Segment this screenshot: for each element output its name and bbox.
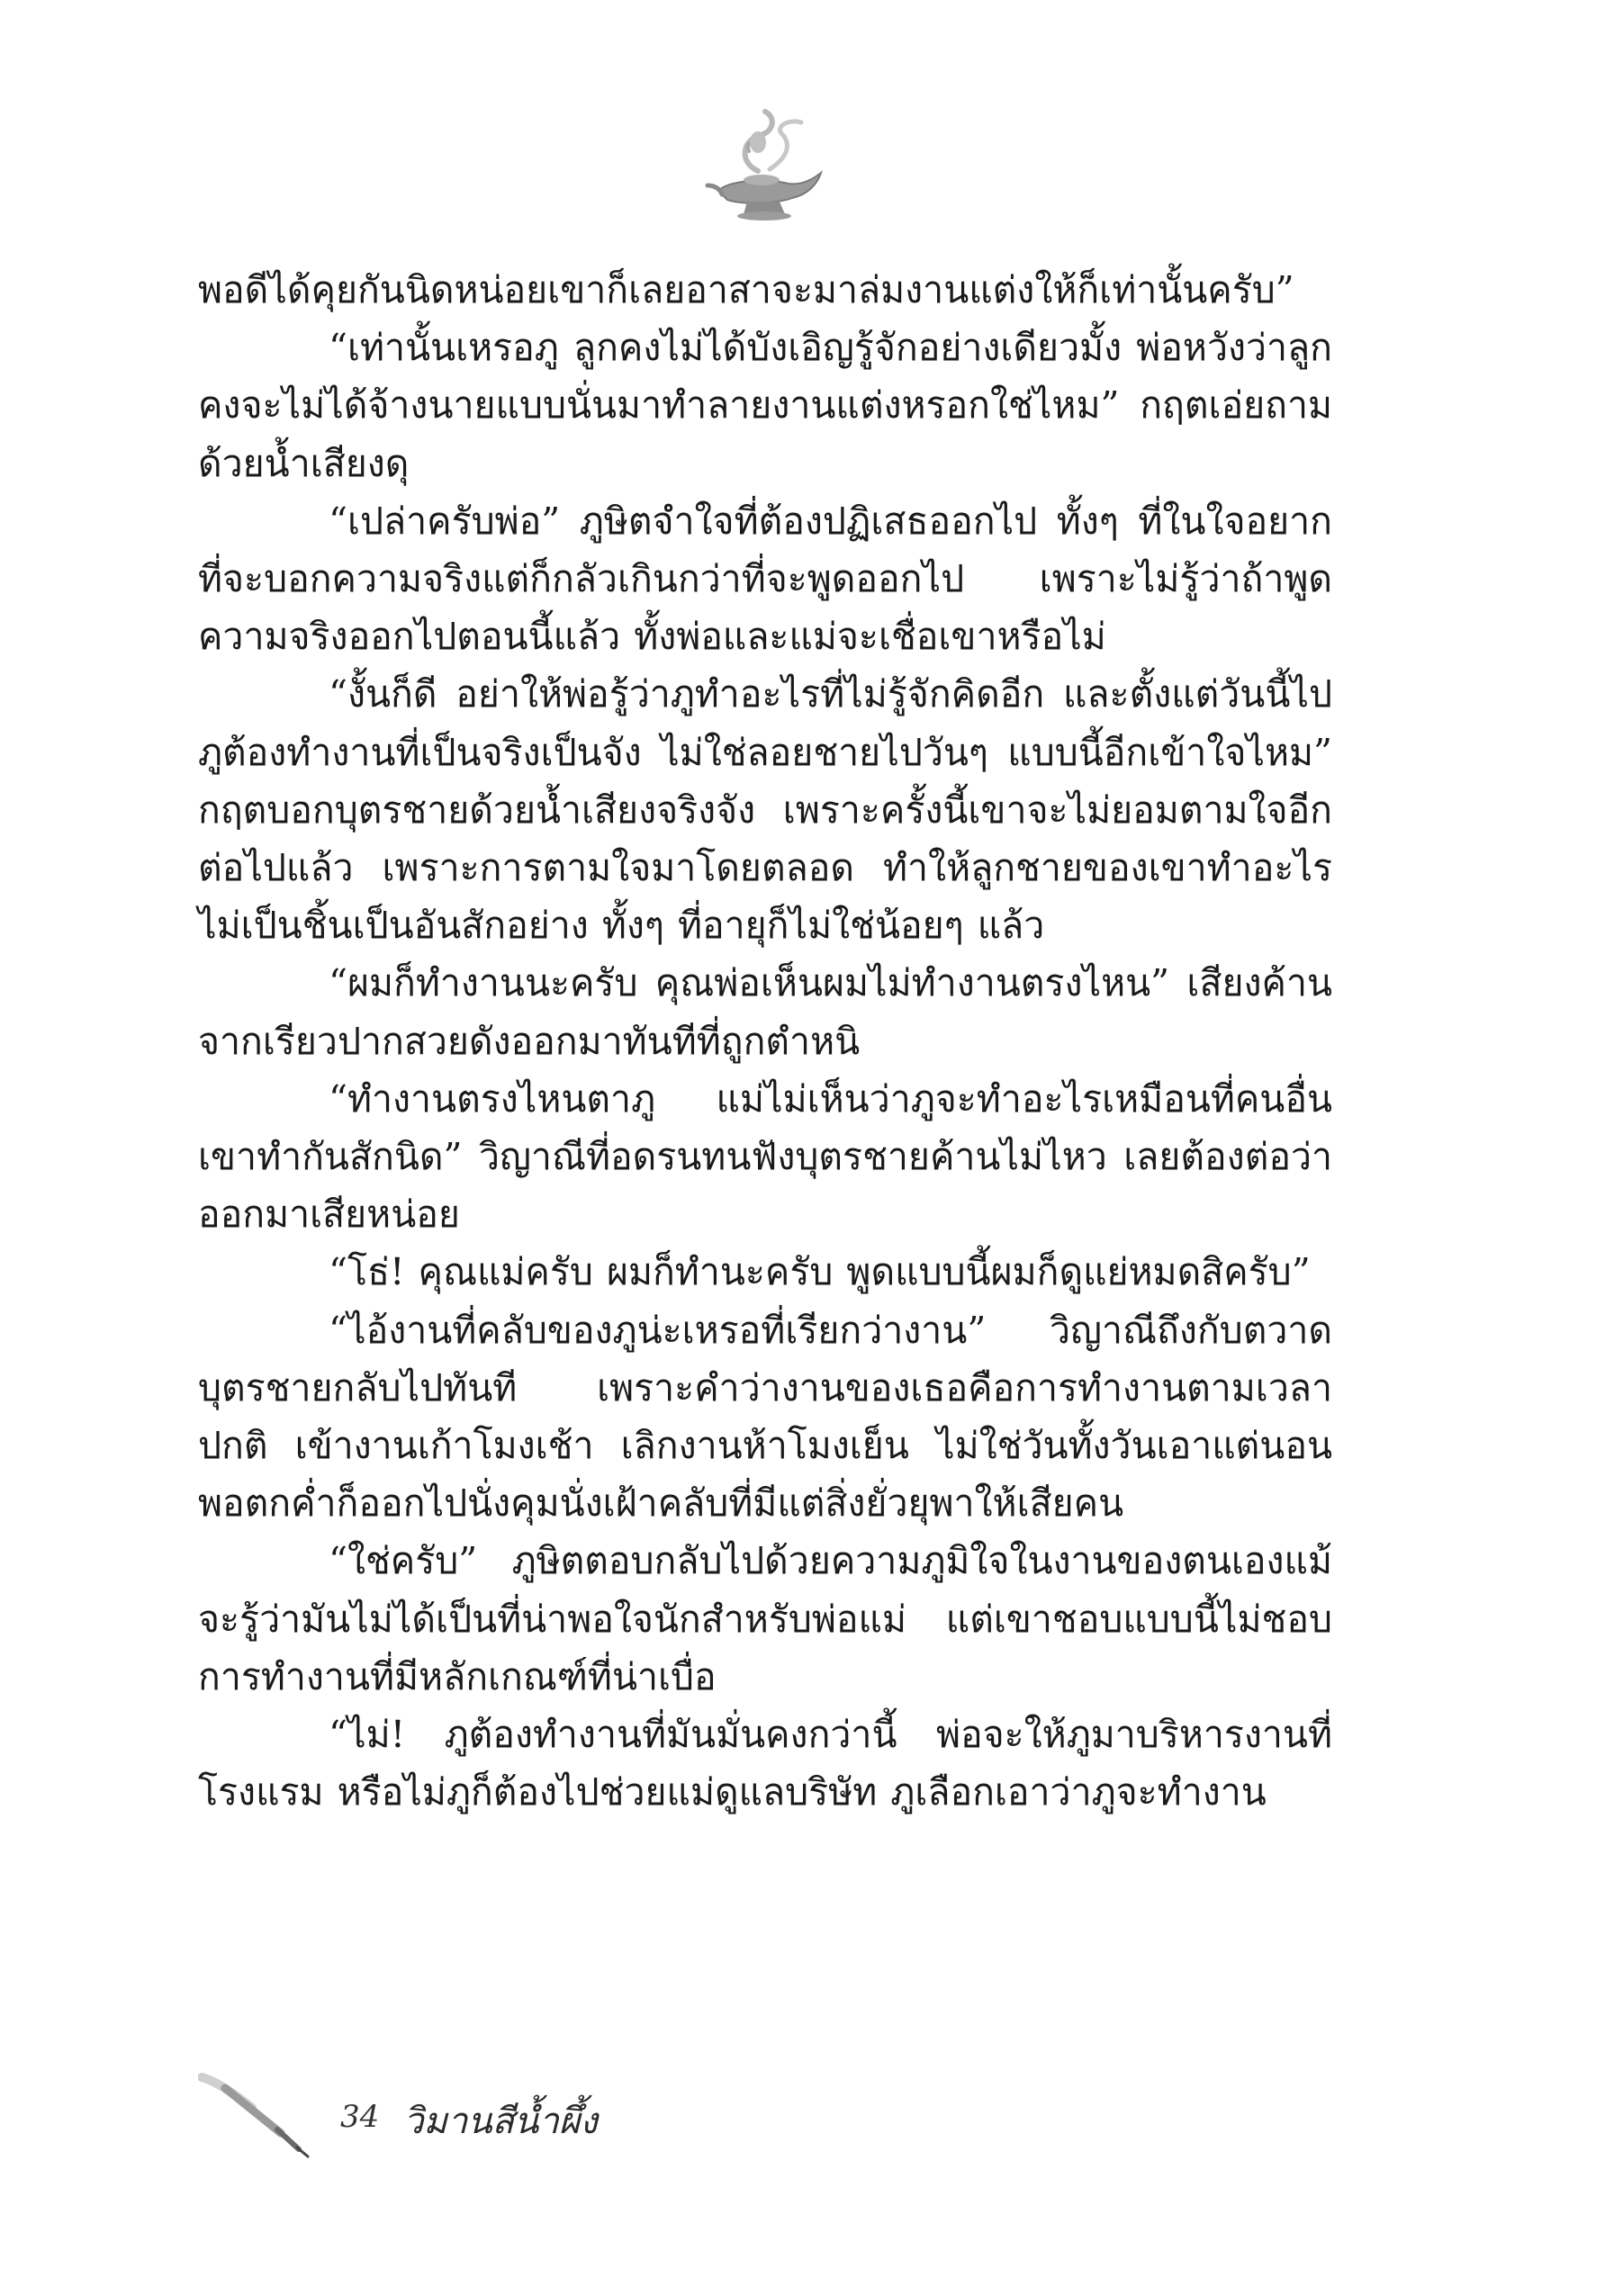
genie-lamp-icon bbox=[702, 108, 828, 225]
paragraph: “ทำงานตรงไหนตาภู แม่ไม่เห็นว่าภูจะทำอะไรเหมือนที่คนอื่นเขาทำกันสักนิด” วิญาณีที่อดรนทนฟังบุตรชายค้านไม่ไหว เลยต้องต่อว่าออกมาเสียหน่อย bbox=[198, 1076, 1332, 1237]
paragraph: “ไม่! ภูต้องทำงานที่มันมั่นคงกว่านี้ พ่อจะให้ภูมาบริหารงานที่โรงแรม หรือไม่ภูก็ต้องไปช่วยแม่ดูแลบริษัท ภูเลือกเอาว่าภูจะทำงาน bbox=[198, 1713, 1332, 1814]
paragraph: พอดีได้คุยกันนิดหน่อยเขาก็เลยอาสาจะมาล่มงานแต่งให้ก็เท่านั้นครับ” bbox=[198, 268, 1294, 311]
paragraph: “เปล่าครับพ่อ” ภูษิตจำใจที่ต้องปฏิเสธออกไป ทั้งๆ ที่ในใจอยากที่จะบอกความจริงแต่ก็กลัวเกินกว่าที่จะพูดออกไป เพราะไม่รู้ว่าถ้าพูดความจริงออกไปตอนนี้แล้ว ทั้งพ่อและแม่จะเชื่อเขาหรือไม่ bbox=[198, 499, 1332, 659]
page-footer bbox=[198, 2070, 828, 2169]
page-number: 34 bbox=[340, 2099, 380, 2135]
paragraph: “ไอ้งานที่คลับของภูน่ะเหรอที่เรียกว่างาน” วิญาณีถึงกับตวาดบุตรชายกลับไปทันที เพราะคำว่างานของเธอคือการทำงานตามเวลาปกติ เข้างานเก้าโมงเช้า เลิกงานห้าโมงเย็น ไม่ใช่วันทั้งวันเอาแต่นอนพอตกค่ำก็ออกไปนั่งคุมนั่งเฝ้าคลับที่มีแต่สิ่งยั่วยุพาให้เสียคน bbox=[198, 1308, 1332, 1526]
paragraph: “ผมก็ทำงานนะครับ คุณพ่อเห็นผมไม่ทำงานตรงไหน” เสียงค้านจากเรียวปากสวยดังออกมาทันทีที่ถูกตำหนิ bbox=[198, 961, 1332, 1063]
fountain-pen-icon bbox=[198, 2070, 315, 2160]
paragraph: “งั้นก็ดี อย่าให้พ่อรู้ว่าภูทำอะไรที่ไม่รู้จักคิดอีก และตั้งแต่วันนี้ไปภูต้องทำงานที่เป็นจริงเป็นจัง ไม่ใช่ลอยชายไปวันๆ แบบนี้อีกเข้าใจไหม” กฤตบอกบุตรชายด้วยน้ำเสียงจริงจัง เพราะครั้งนี้เขาจะไม่ยอมตามใจอีกต่อไปแล้ว เพราะการตามใจมาโดยตลอด ทำให้ลูกชายของเขาทำอะไรไม่เป็นชิ้นเป็นอันสักอย่าง ทั้งๆ ที่อายุก็ไม่ใช่น้อยๆ แล้ว bbox=[198, 672, 1332, 948]
book-title: วิมานสีน้ำผึ้ง bbox=[403, 2101, 598, 2142]
paragraph: “ใช่ครับ” ภูษิตตอบกลับไปด้วยความภูมิใจในงานของตนเองแม้จะรู้ว่ามันไม่ได้เป็นที่น่าพอใจนักสำหรับพ่อแม่ แต่เขาชอบแบบนี้ไม่ชอบการทำงานที่มีหลักเกณฑ์ที่น่าเบื่อ bbox=[198, 1539, 1332, 1698]
paragraph: “เท่านั้นเหรอภู ลูกคงไม่ได้บังเอิญรู้จักอย่างเดียวมั้ง พ่อหวังว่าลูกคงจะไม่ได้จ้างนายแบบนั่นมาทำลายงานแต่งหรอกใช่ไหม” กฤตเอ่ยถามด้วยน้ำเสียงดุ bbox=[198, 326, 1332, 485]
paragraph: “โธ่! คุณแม่ครับ ผมก็ทำนะครับ พูดแบบนี้ผมก็ดูแย่หมดสิครับ” bbox=[329, 1250, 1311, 1294]
body-text bbox=[198, 261, 1332, 1821]
